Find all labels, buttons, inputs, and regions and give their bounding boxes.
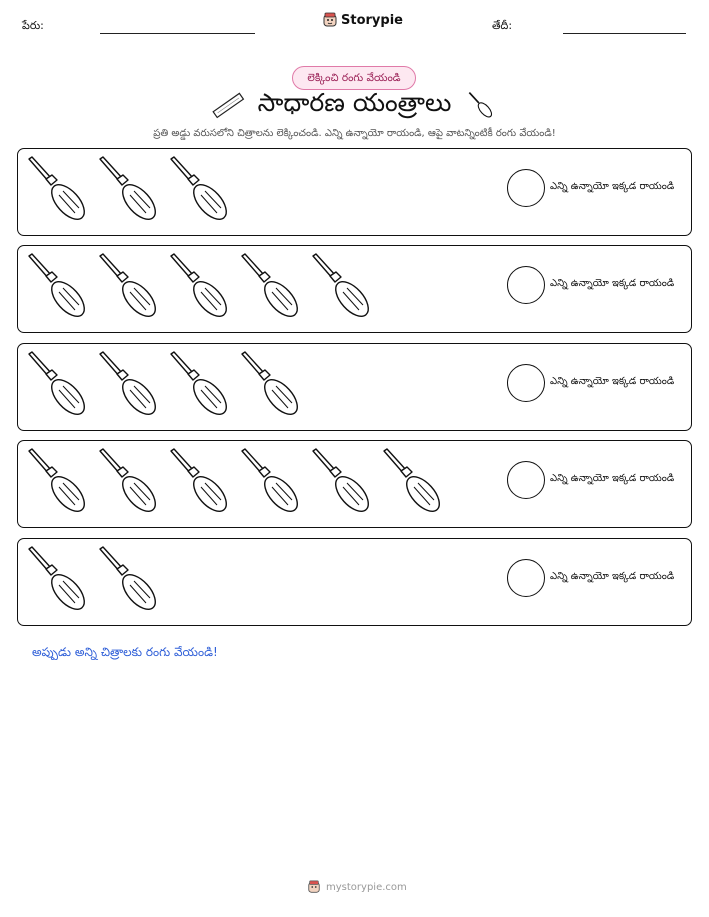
site-url: mystorypie.com (326, 881, 407, 893)
storypie-logo (322, 12, 403, 28)
answer-circle[interactable] (507, 461, 545, 499)
screwdriver-icon (237, 252, 307, 326)
date-label: తేదీ: (492, 19, 513, 32)
write-prompt: ఎన్ని ఉన్నాయో ఇక్కడ రాయండి (550, 376, 675, 387)
mascot-icon (322, 12, 338, 28)
answer-circle[interactable] (507, 364, 545, 402)
screwdriver-icon (166, 350, 236, 424)
count-row-5 (17, 538, 692, 626)
instructions: ప్రతి అడ్డు వరుసలోని చిత్రాలను లెక్కించండి. ఎన్ని ఉన్నాయో రాయండి, ఆపై వాటన్నింటికీ రంగు వేయండి! (153, 128, 556, 139)
footer-note: అప్పుడు అన్ని చిత్రాలకు రంగు వేయండి! (32, 645, 218, 659)
screwdriver-icon (24, 447, 94, 521)
screwdriver-icon (308, 447, 378, 521)
count-row-4 (17, 440, 692, 528)
screwdriver-icon (95, 252, 165, 326)
name-line[interactable] (100, 33, 255, 34)
brand-name: Storypie (341, 12, 403, 28)
screwdriver-icon (24, 350, 94, 424)
count-row-3 (17, 343, 692, 431)
site-footer (307, 880, 407, 894)
date-line[interactable] (563, 33, 686, 34)
write-prompt: ఎన్ని ఉన్నాయో ఇక్కడ రాయండి (550, 278, 675, 289)
screwdriver-icon (237, 350, 307, 424)
screwdriver-icon (166, 155, 236, 229)
name-label: పేరు: (22, 19, 44, 32)
count-color-badge: లెక్కించి రంగు వేయండి (292, 66, 416, 90)
screwdriver-icon (166, 252, 236, 326)
screwdriver-icon (379, 447, 449, 521)
write-prompt: ఎన్ని ఉన్నాయో ఇక్కడ రాయండి (550, 473, 675, 484)
screwdriver-icon (166, 447, 236, 521)
screwdriver-icon (24, 545, 94, 619)
count-row-2 (17, 245, 692, 333)
screwdriver-icon (24, 252, 94, 326)
answer-circle[interactable] (507, 266, 545, 304)
screwdriver-icon (465, 90, 497, 122)
screwdriver-icon (95, 350, 165, 424)
screwdriver-icon (237, 447, 307, 521)
mascot-icon (307, 880, 321, 894)
screwdriver-icon (95, 155, 165, 229)
screwdriver-icon (95, 447, 165, 521)
screwdriver-icon (308, 252, 378, 326)
page-title: సాధారణ యంత్రాలు (257, 88, 452, 117)
write-prompt: ఎన్ని ఉన్నాయో ఇక్కడ రాయండి (550, 571, 675, 582)
write-prompt: ఎన్ని ఉన్నాయో ఇక్కడ రాయండి (550, 181, 675, 192)
answer-circle[interactable] (507, 169, 545, 207)
screwdriver-icon (24, 155, 94, 229)
screwdriver-icon (95, 545, 165, 619)
answer-circle[interactable] (507, 559, 545, 597)
count-row-1 (17, 148, 692, 236)
